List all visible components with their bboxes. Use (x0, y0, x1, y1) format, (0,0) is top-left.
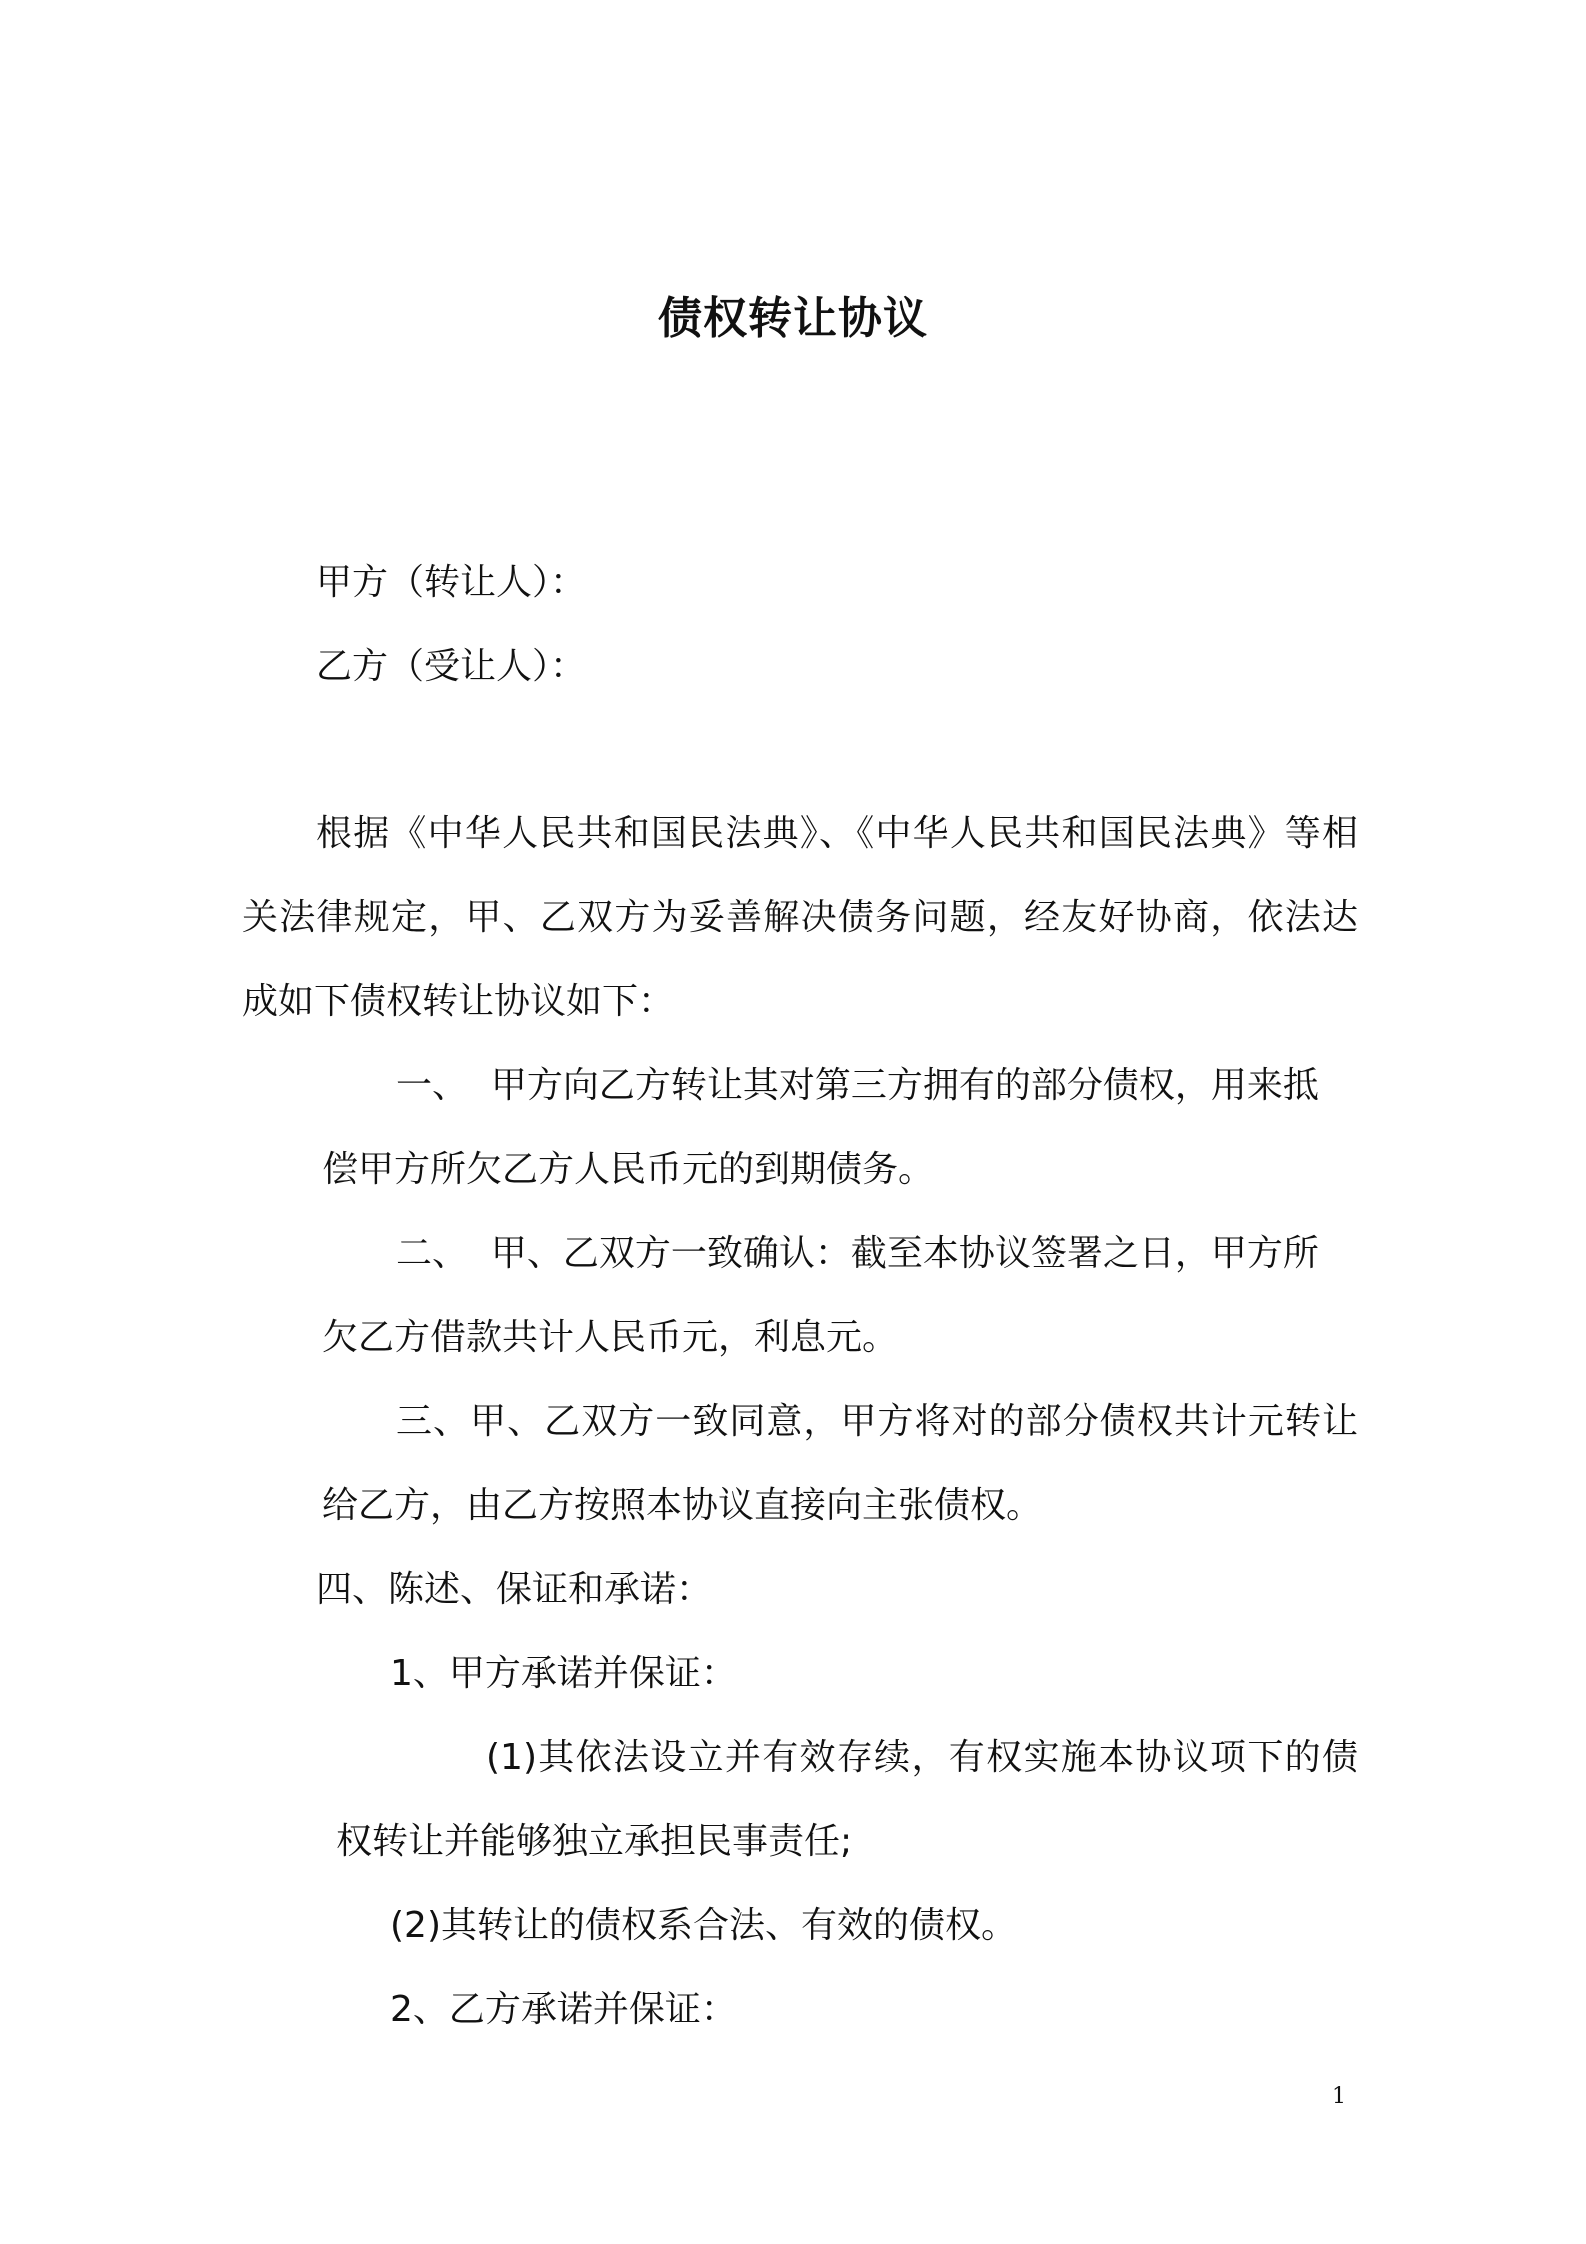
clause-4-a2: (2)其转让的债权系合法、有效的债权。 (390, 1905, 1017, 1946)
party-b-label: 乙方（受让人）： (316, 646, 587, 687)
clause-4-a1-line-2: 权转让并能够独立承担民事责任; (336, 1821, 853, 1862)
clause-2-line-2: 欠乙方借款共计人民币元，利息元。 (322, 1317, 899, 1358)
preamble-line-2: 关法律规定，甲、乙双方为妥善解决债务问题，经友好协商，依法达 (242, 897, 1358, 938)
clause-1-line-1: 一、 甲方向乙方转让其对第三方拥有的部分债权，用来抵 (396, 1065, 1319, 1106)
clause-4-b-heading: 2、乙方承诺并保证： (390, 1989, 737, 2030)
party-a-label: 甲方（转让人）： (316, 562, 587, 603)
clause-4-a1-line-1: (1)其依法设立并有效存续，有权实施本协议项下的债 (486, 1737, 1358, 1778)
clause-2-line-1: 二、 甲、乙双方一致确认：截至本协议签署之日，甲方所 (396, 1233, 1319, 1274)
clause-4-heading: 四、陈述、保证和承诺： (316, 1569, 713, 1610)
page-number: 1 (1332, 2084, 1346, 2109)
document-title: 债权转让协议 (658, 293, 928, 344)
clause-4-a-heading: 1、甲方承诺并保证： (390, 1653, 737, 1694)
clause-1-line-2: 偿甲方所欠乙方人民币元的到期债务。 (322, 1149, 935, 1190)
preamble-line-1: 根据《中华人民共和国民法典》、《中华人民共和国民法典》等相 (316, 813, 1358, 854)
preamble-line-3: 成如下债权转让协议如下： (242, 981, 675, 1022)
clause-3-line-1: 三、甲、乙双方一致同意，甲方将对的部分债权共计元转让 (396, 1401, 1358, 1442)
clause-3-line-2: 给乙方，由乙方按照本协议直接向主张债权。 (322, 1485, 1043, 1526)
